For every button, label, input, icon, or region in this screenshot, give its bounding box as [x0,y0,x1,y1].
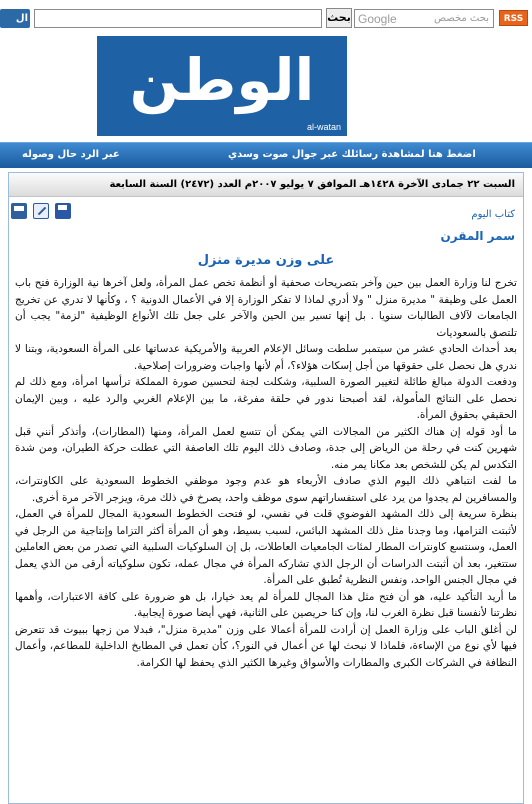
google-placeholder: بحث مخصص [434,13,489,24]
logo-latin-text: al-watan [306,122,341,132]
article-paragraph: بعد أحداث الحادي عشر من سبتمبر سلطت وسائل الإعلام العربية والأمريكية عدساتها على المرأة السعودية، وبتنا لا ندري هل نحصل على حقوقها من أجل إسكات هؤلاء؟، أم لأنها واجبات وضرورات إصلاحية. [15,343,517,372]
rss-button[interactable]: RSS [499,10,528,26]
article-paragraph: ما أود قوله إن هناك الكثير من المجالات التي يمكن أن تتسع لعمل المرأة، ومنها (المطارات)، وأتذكر أنني قبل شهرين كنت في رحلة من الرياض إلى جدة، وصادف ذلك اليوم تلك العاصفة التي عطلت حركة الطيران، ومن شدة التكدس لم يكن للشخص بعد مكانا يمر منه. [15,425,517,471]
category-link[interactable]: كتاب اليوم [471,209,515,220]
nav-link-reply[interactable]: عبر الرد حال وصوله [22,149,120,160]
site-logo[interactable] [97,36,347,136]
secondary-search-input[interactable] [34,9,322,28]
article-paragraph: ما لفت انتباهي ذلك اليوم الذي صادف الأربعاء هو عدم وجود موظفي الخطوط السعودية على الكاونترات، والمسافرين لم يجدوا من يرد على استفساراتهم سوى موظف واحد، يصرخ في ذلك مرة، ويزجر الآخر مرة أخرى. [15,475,517,504]
article-title: على وزن مديرة منزل [197,253,335,268]
article-panel [8,172,524,804]
nav-link-sms[interactable]: اضغط هنا لمشاهدة رسائلك عبر جوال صوت وسدي [228,149,476,160]
article-paragraph: ما أريد التأكيد عليه، هو أن فتح مثل هذا المجال للمرأة لم يعد خيارا، بل هو ضرورة على كافة الاعتبارات، وأهمها نظرتنا لأنفسنا قبل نظرة الغرب لنا، وإن كنا حريصين على الثانية، فهي أيضا صورة إيجابية. [15,590,517,619]
save-icon[interactable] [55,203,71,219]
nav-bar [0,142,532,168]
author-name[interactable]: سمر المقرن [440,229,515,243]
printer-icon[interactable] [11,203,27,219]
article-body [15,275,517,671]
google-logo: Google [358,12,397,26]
google-search-input[interactable] [354,9,494,28]
search-button[interactable]: بحث [326,8,352,28]
edit-icon[interactable] [33,203,49,219]
article-paragraph: بنظرة سريعة إلى ذلك المشهد الفوضوي قلت في نفسي، لو فتحت الخطوط السعودية المجال للمرأة في العمل، لأثبتت التزامها، وما وجدنا مثل ذلك المشهد البائس، لسبب بسيط، وهو أن المرأة أكثر التزاما وإنتاجية من الرجل في العمل، وسنتسع كاونترات المطار لمئات الجامعيات العاطلات، بل إن السلوكيات السلبية التي تصدر من بعض العاملين ستتغير، بعد أن أثبتت الدراسات أن الرجل الذي تشاركه المرأة في مجال عمله، تكون سلوكياته أرقى من الذي يعمل في مجال الجنس الواحد، ونفس النظرية تُطبق على المرأة. [15,508,517,586]
logo-arabic-text: الوطن [129,46,315,114]
article-paragraph: لن أغلق الباب على وزارة العمل إن أرادت للمرأة أعمالا على وزن "مديرة منزل"، فبدلا من زجها ببيوت قد تتعرض فيها لأي نوع من الإساءة، فلماذا لا نبحث لها عن أعمال في النور؟، كأن تعمل في المطابخ الداخلية للمطاعم، وأعمال النظافة في الشركات الكبرى والمطارات والأسواق وغيرها الكثير الذي يحفظ لها الكرامة. [15,623,517,669]
top-search-bar [0,0,532,34]
left-blue-button[interactable]: ال [0,9,30,28]
article-paragraph: تخرج لنا وزارة العمل بين حين وآخر بتصريحات صحفية أو أنظمة تخص عمل المرأة، ولعل آخرها نية الوزارة فتح باب العمل على وظيفة " مديرة منزل " ولا أدري لماذا لا تفكر الوزارة إلا في الأعمال الدونية ؟ ، وكأنها لا تدري عن تخريج الجامعات لآلاف الطالبات سنويا . بل إنها تسير بين الحين والآخر على جعل تلك الأنواع الوظيفية "لزمة" يجب أن تلتصق بالسعوديات [15,277,517,339]
date-bar: السبت ٢٢ جمادى الآخرة ١٤٢٨هـ الموافق ٧ يوليو ٢٠٠٧م العدد (٢٤٧٢) السنة السابعة [9,173,523,197]
article-paragraph: ودفعت الدولة مبالغ طائلة لتغيير الصورة السلبية، وشكلت لجنة لتحسين صورة المملكة ترأسها امرأة، ومع ذلك لم نحصل على النتائج المأمولة، لقد أصبحنا ندور في حلقة مفرغة، ما بين الإعلام الغربي والرد عليه ، وبين الإيمان الحقيقي بحقوق المرأة. [15,376,517,421]
